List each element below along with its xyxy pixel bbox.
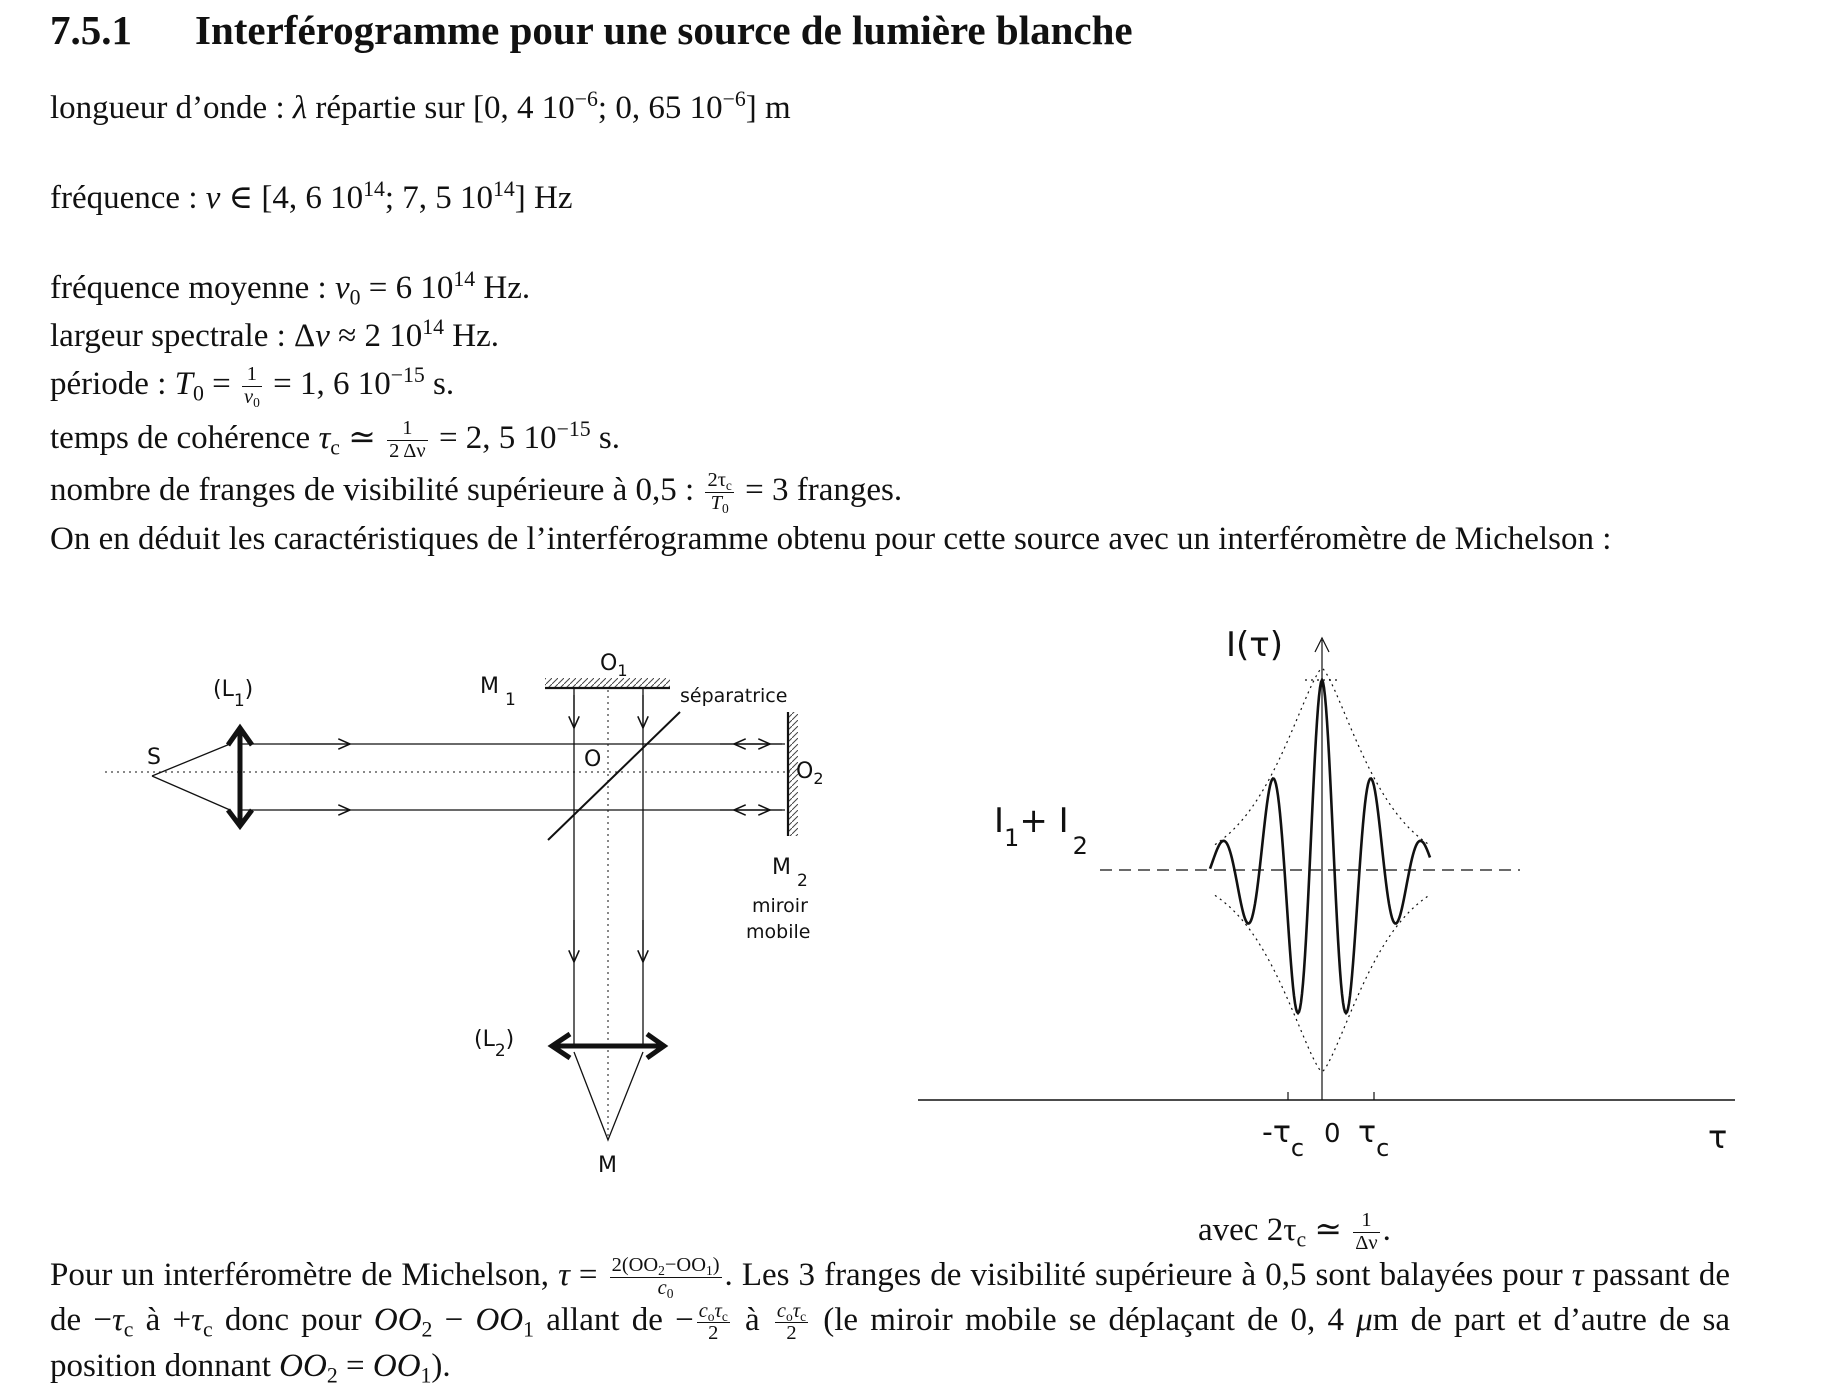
label-mirror-1: $M_1$	[480, 674, 516, 710]
label-beam-splitter: séparatrice	[680, 685, 788, 707]
fraction: $\frac{c_o\tau_c}{2}$	[776, 1299, 807, 1345]
label-center-o: O	[584, 747, 602, 772]
fraction: $\frac{2(OO_2-OO_1)}{c_0}$	[611, 1254, 720, 1301]
line-period: période : $T_0$ = $\frac{1}{\nu_0}$ = 1, 6 $10^{-15}$ s.	[50, 363, 455, 410]
mirror-1-hatch	[545, 678, 670, 688]
label-o1: $O_1$	[600, 651, 628, 680]
beam-splitter	[548, 712, 680, 840]
section-title: Interférogramme pour une source de lumière blanche	[195, 7, 1133, 53]
source-cone	[152, 744, 230, 810]
line-fringes: nombre de franges de visibilité supérieure à 0,5 : $\frac{2\tau_c}{T_0}$ = 3 franges.	[50, 469, 903, 516]
line-coherence: temps de cohérence $\tau_c$ ≃ $\frac{1}{2 \Delta\nu}$ = 2, 5 $10^{-15}$ s.	[50, 417, 620, 462]
focus-cone	[574, 1052, 643, 1140]
fringe-curve	[1210, 680, 1430, 1013]
tick-label-pos: $\tau_c$	[1358, 1115, 1390, 1162]
baseline-label: $I_1+ I_2$	[994, 801, 1088, 860]
line-frequency: fréquence : ν ∈ [4, 6 $10^{14}$; 7, 5 $10^{14}$] Hz	[50, 177, 573, 216]
label-point-m: M	[598, 1153, 617, 1178]
michelson-diagram	[0, 640, 880, 1200]
fraction: $\frac{1}{\nu_0}$	[244, 363, 260, 410]
label-lens-2: $(L_2)$	[474, 1027, 515, 1061]
tick-label-neg: $-\tau_c$	[1262, 1115, 1305, 1162]
label-mobile-line-1: miroir	[752, 895, 808, 917]
line-wavelength: longueur d’onde : λ répartie sur [0, 4 $10^{-6}$; 0, 65 $10^{-6}$] m	[50, 87, 791, 126]
fraction: $\frac{1}{2 \Delta\nu}$	[389, 417, 426, 462]
y-axis-label: I(τ)	[1226, 625, 1284, 665]
x-axis-label: τ	[1708, 1118, 1728, 1156]
figure-caption: avec $2\tau_c$ ≃ $\frac{1}{\Delta\nu}$ .	[1198, 1209, 1391, 1254]
fraction: $\frac{1}{\Delta\nu}$	[1355, 1209, 1378, 1254]
section-heading	[50, 6, 1133, 54]
label-o2: $O_2$	[796, 759, 824, 788]
line-spectral-width: largeur spectrale : Δν ≈ 2 $10^{14}$ Hz.	[50, 315, 500, 354]
tick-label-zero: 0	[1324, 1119, 1341, 1149]
label-source: S	[147, 745, 161, 770]
label-mirror-2: $M_2$	[772, 855, 808, 891]
interferogram-chart	[900, 620, 1750, 1180]
section-number: 7.5.1	[50, 7, 132, 53]
conclusion-paragraph: Pour un interféromètre de Michelson, τ = $\frac{2(OO_2-OO_1)}{c_0}$ . Les 3 franges de visibilité supérieure à 0,5 sont balayées pour τ passant de de $-\tau_c$ à $+\tau_c$ donc pour $OO_2 - OO_1$ allant de − $\frac{c_o\tau_c}{2}$ à $\frac{c_o\tau_c}{2}$ (le miroir mobile se déplaçant de 0, 4 μm de part et d’autre de sa position donnant $OO_2 = OO_1$).	[50, 1254, 1730, 1388]
label-lens-1: $(L_1)$	[213, 677, 254, 711]
line-deduction: On en déduit les caractéristiques de l’interférogramme obtenu pour cette source avec un interféromètre de Michelson :	[50, 521, 1612, 557]
label-mobile-line-2: mobile	[746, 921, 811, 943]
line-mean-frequency: fréquence moyenne : $\nu_0 = 6$ $10^{14}$ Hz.	[50, 267, 531, 310]
fraction: $\frac{2\tau_c}{T_0}$	[707, 469, 732, 516]
fraction: $\frac{c_o\tau_c}{2}$	[698, 1299, 728, 1345]
